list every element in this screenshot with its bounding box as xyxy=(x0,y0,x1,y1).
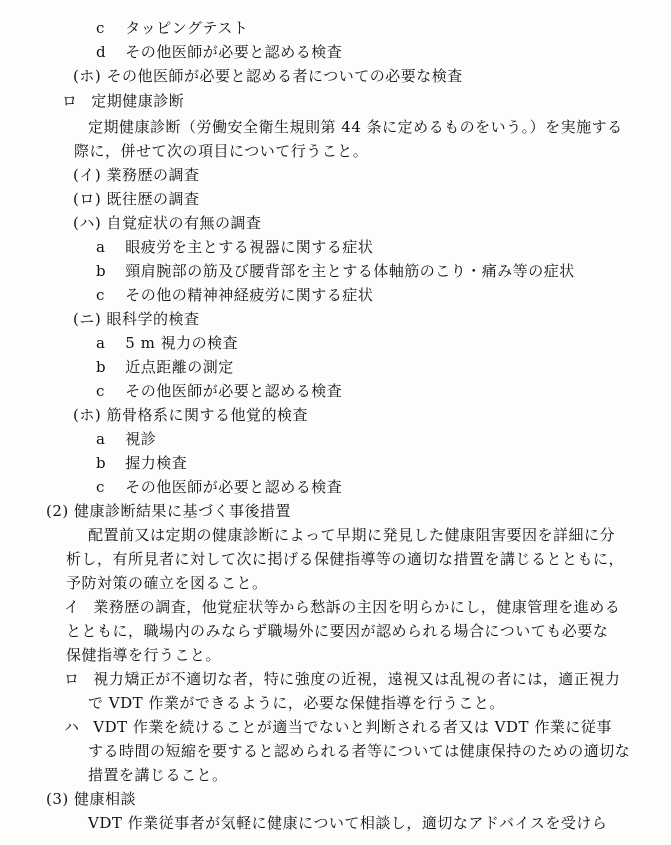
line-text: 析し，有所見者に対して次に掲げる保健指導等の適切な措置を講じるとともに， xyxy=(66,550,625,568)
line-text: 際に，併せて次の項目について行うこと。 xyxy=(74,142,369,160)
text-line xyxy=(96,429,156,449)
text-line xyxy=(96,42,342,62)
line-text: VDT 作業従事者が気軽に健康について相談し，適切なアドバイスを受けら xyxy=(88,814,608,832)
text-line xyxy=(66,549,624,569)
text-line xyxy=(66,645,221,665)
line-text: VDT 作業を続けることが適当でないと判断される者又は VDT 作業に従事 xyxy=(93,718,612,736)
line-text: 視診 xyxy=(125,430,157,448)
text-line xyxy=(74,141,368,161)
list-marker: a xyxy=(96,334,106,352)
text-line xyxy=(66,621,608,641)
text-line xyxy=(64,597,620,617)
line-text: 定期健康診断 xyxy=(91,92,185,110)
line-text: 予防対策の確立を図ること。 xyxy=(66,574,268,592)
line-text: 措置を講じること。 xyxy=(88,766,228,784)
list-marker: (3) xyxy=(46,790,69,808)
list-marker: b xyxy=(96,262,107,280)
text-line xyxy=(64,669,620,689)
text-line xyxy=(66,573,268,593)
text-line xyxy=(96,477,342,497)
text-line xyxy=(88,741,630,761)
text-line xyxy=(96,453,187,473)
line-text: 頸肩腕部の筋及び腰背部を主とする体軸筋のこり・痛み等の症状 xyxy=(125,262,575,280)
line-text: 視力矯正が不適切な者，特に強度の近視，遠視又は乱視の者には，適正視力 xyxy=(93,670,621,688)
text-line xyxy=(73,309,200,329)
line-text: その他医師が必要と認める者についての必要な検査 xyxy=(106,67,463,85)
list-marker: a xyxy=(96,238,106,256)
list-marker: c xyxy=(96,19,105,37)
list-marker: (ニ) xyxy=(73,310,102,328)
list-marker: ハ xyxy=(64,718,80,736)
line-text: 既往歴の調査 xyxy=(106,190,200,208)
list-marker: c xyxy=(96,478,105,496)
line-text: 業務歴の調査，他覚症状等から愁訴の主因を明らかにし，健康管理を進める xyxy=(93,598,621,616)
line-text: 眼科学的検査 xyxy=(106,310,200,328)
text-line xyxy=(96,381,342,401)
line-text: 定期健康診断（労働安全衛生規則第 44 条に定めるものをいう。）を実施する xyxy=(88,118,623,136)
line-text: その他医師が必要と認める検査 xyxy=(125,382,343,400)
list-marker: イ xyxy=(64,598,80,616)
text-line xyxy=(73,189,200,209)
line-text: 握力検査 xyxy=(125,454,188,472)
list-marker: (2) xyxy=(46,502,69,520)
list-marker: d xyxy=(96,43,107,61)
text-line xyxy=(46,501,291,521)
text-line xyxy=(88,813,607,833)
text-line xyxy=(73,66,463,86)
text-line xyxy=(73,405,308,425)
list-marker: (ホ) xyxy=(73,406,102,424)
line-text: 健康相談 xyxy=(74,790,137,808)
line-text: タッピングテスト xyxy=(125,19,249,37)
text-line xyxy=(62,91,184,111)
line-text: 近点距離の測定 xyxy=(125,358,234,376)
list-marker: b xyxy=(96,358,107,376)
list-marker: c xyxy=(96,382,105,400)
list-marker: ロ xyxy=(64,670,80,688)
line-text: 業務歴の調査 xyxy=(106,166,200,184)
line-text: で VDT 作業ができるように，必要な保健指導を行うこと。 xyxy=(88,694,505,712)
list-marker: a xyxy=(96,430,106,448)
text-line xyxy=(96,357,234,377)
text-line xyxy=(64,717,612,737)
list-marker: (イ) xyxy=(73,166,102,184)
text-line xyxy=(96,18,248,38)
list-marker: c xyxy=(96,286,105,304)
line-text: とともに，職場内のみならず職場外に要因が認められる場合についても必要な xyxy=(66,622,609,640)
list-marker: ロ xyxy=(62,92,78,110)
line-text: 筋骨格系に関する他覚的検査 xyxy=(106,406,309,424)
line-text: その他医師が必要と認める検査 xyxy=(125,43,343,61)
text-line xyxy=(88,525,615,545)
line-text: その他医師が必要と認める検査 xyxy=(125,478,343,496)
text-line xyxy=(88,117,623,137)
text-line xyxy=(96,333,238,353)
list-marker: (ハ) xyxy=(73,214,102,232)
line-text: 眼疲労を主とする視器に関する症状 xyxy=(125,238,374,256)
list-marker: b xyxy=(96,454,107,472)
text-line xyxy=(73,165,200,185)
line-text: 保健指導を行うこと。 xyxy=(66,646,222,664)
line-text: する時間の短縮を要すると認められる者等については健康保持のための適切な xyxy=(88,742,631,760)
line-text: 5 m 視力の検査 xyxy=(125,334,239,352)
line-text: 自覚症状の有無の調査 xyxy=(106,214,262,232)
line-text: 配置前又は定期の健康診断によって早期に発見した健康阻害要因を詳細に分 xyxy=(88,526,616,544)
text-line xyxy=(46,789,136,809)
text-line xyxy=(88,765,228,785)
list-marker: (ホ) xyxy=(73,67,102,85)
text-line xyxy=(73,213,262,233)
list-marker: (ロ) xyxy=(73,190,102,208)
text-line xyxy=(88,693,505,713)
text-line xyxy=(96,285,373,305)
line-text: その他の精神神経疲労に関する症状 xyxy=(125,286,374,304)
text-line xyxy=(96,261,575,281)
text-line xyxy=(96,237,373,257)
line-text: 健康診断結果に基づく事後措置 xyxy=(74,502,292,520)
